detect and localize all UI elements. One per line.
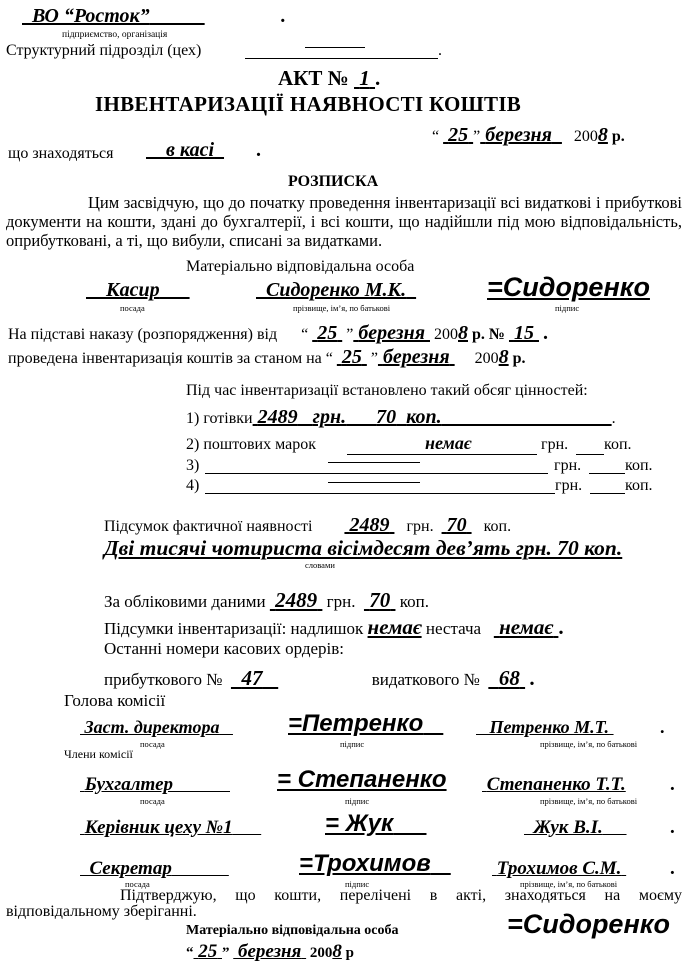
item4-stroke (328, 482, 420, 483)
confirmation-date: “ 25 ” березня 2008 р (186, 941, 354, 962)
actual-in-words: Дві тисячі чотириста вісімдесят дев’ять грн. 70 коп. (104, 536, 623, 560)
head-signature: =Петренко (288, 710, 424, 737)
item3-label: 3) (186, 457, 200, 474)
stamps-value: немає (425, 433, 472, 453)
cash-line: 1) готівки 2489 грн. 70 коп. . (186, 406, 616, 428)
head-position: Заст. директора (84, 717, 220, 737)
act-date: “ 25 ” березня 2008 р. (432, 124, 625, 146)
member3-name-caption: прізвище, ім’я, по батькові (520, 879, 618, 889)
stamps-grn: грн. (541, 436, 569, 453)
act-number: 1 (359, 66, 370, 90)
member2-dot: . (670, 817, 675, 838)
member1-position: Бухгалтер (84, 774, 173, 795)
last-orders-label: Останні номери касових ордерів: (104, 639, 345, 658)
head-name-caption: прізвище, ім’я, по батькові (540, 739, 638, 749)
item4-kop-field (590, 493, 625, 494)
member1-signature: = Степаненко (277, 766, 447, 793)
item4-label: 4) (186, 477, 200, 494)
order-line: На підставі наказу (розпорядження) від “ 25 ” березня 2008 р. № 15 . (8, 322, 548, 344)
receipt-signature: =Сидоренко (487, 272, 650, 302)
organization-name: ВО “Росток” (32, 5, 150, 27)
head-position-caption: посада (140, 739, 165, 749)
location-label: що знаходяться (8, 145, 114, 162)
organization-dot: . (281, 5, 286, 27)
item4-kop: коп. (625, 477, 653, 494)
item4-grn: грн. (555, 477, 583, 494)
department-field (245, 58, 438, 59)
member3-signature-caption: підпис (345, 879, 370, 889)
stamps-kop-field (576, 454, 604, 455)
commission-head-label: Голова комісії (64, 691, 166, 710)
member2-name: Жук В.І. (533, 817, 603, 838)
receipt-responsible-label: Матеріально відповідальна особа (186, 258, 415, 275)
department-dot: . (438, 42, 442, 59)
act-title: АКТ № 1 . (278, 66, 381, 90)
item3-kop: коп. (625, 457, 653, 474)
values-intro: Під час інвентаризації встановлено такий обсяг цінностей: (186, 382, 588, 399)
receipt-position: Касир (106, 279, 160, 301)
member3-position-caption: посада (125, 879, 150, 889)
confirmation-responsible-label: Матеріально відповідальна особа (186, 923, 399, 938)
stamps-field (347, 454, 537, 455)
item3-grn: грн. (554, 457, 582, 474)
member2-signature: = Жук (325, 810, 394, 837)
receipt-text: Цим засвідчую, що до початку проведення інвентаризації всі видаткові і прибуткові документи на кошти, здані до бухгалтерії, і всі кошти, що надійшли під мою відповідальність, оприбутковані, а ті, що вибули, списані за видатками. (6, 193, 682, 250)
orders-line: прибуткового № 47 видаткового № 68 . (104, 666, 535, 690)
commission-members-label: Члени комісії (64, 747, 133, 761)
department-field-stroke (305, 47, 365, 48)
item3-field (205, 473, 548, 474)
member3-position: Секретар (89, 858, 172, 879)
act-heading: ІНВЕНТАРИЗАЦІЇ НАЯВНОСТІ КОШТІВ (95, 92, 522, 116)
head-signature-caption: підпис (340, 739, 365, 749)
member2-position: Керівник цеху №1 (84, 817, 233, 838)
item3-stroke (328, 462, 420, 463)
member1-position-caption: посада (140, 796, 165, 806)
confirmation-signature: =Сидоренко (507, 909, 670, 939)
receipt-position-caption: посада (120, 303, 145, 313)
organization-caption: підприємство, організація (62, 30, 168, 40)
actual-line: Підсумок фактичної наявності 2489 грн. 70 коп. (104, 514, 512, 536)
stamps-label: 2) поштових марок (186, 436, 316, 453)
receipt-name: Сидоренко М.К. (266, 279, 407, 301)
actual-in-words-caption: словами (305, 560, 335, 570)
item3-kop-field (589, 473, 625, 474)
receipt-heading: РОЗПИСКА (288, 173, 379, 190)
head-dot: . (660, 717, 665, 737)
stamps-kop: коп. (604, 436, 632, 453)
member1-name-caption: прізвище, ім’я, по батькові (540, 796, 638, 806)
receipt-name-caption: прізвище, ім’я, по батькові (293, 303, 391, 313)
head-name: Петренко М.Т. (489, 717, 610, 737)
member1-dot: . (670, 774, 675, 795)
accounting-line: За обліковими даними 2489 грн. 70 коп. (104, 588, 429, 612)
member1-signature-caption: підпис (345, 796, 370, 806)
results-line: Підсумки інвентаризації: надлишок немає нестача немає . (104, 615, 564, 639)
member3-name: Трохимов С.М. (496, 858, 622, 879)
location-value: в касі (166, 139, 215, 161)
member1-name: Степаненко Т.Т. (486, 774, 626, 795)
item4-field (205, 493, 555, 494)
department-label: Структурний підрозділ (цех) (6, 42, 202, 59)
member3-signature: =Трохимов (299, 850, 431, 877)
receipt-signature-caption: підпис (555, 303, 580, 313)
conducted-line: проведена інвентаризація коштів за станом на “ 25 ” березня 2008 р. (8, 346, 526, 368)
location-dot: . (256, 139, 261, 161)
member3-dot: . (670, 858, 675, 879)
confirmation-text: Підтверджую, що кошти, перелічені в акті, знаходяться на моєму відповідальному зберіганні. (6, 887, 682, 920)
